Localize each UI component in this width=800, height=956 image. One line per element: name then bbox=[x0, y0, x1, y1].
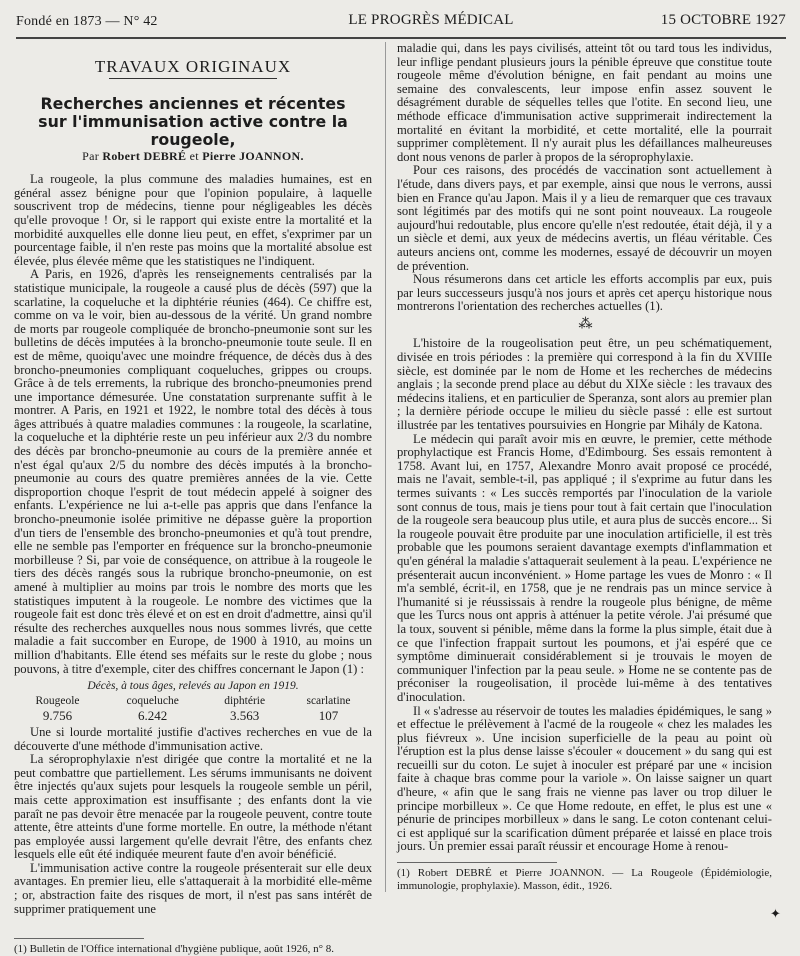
table-cell: 6.242 bbox=[138, 708, 168, 724]
table-cell: 3.563 bbox=[230, 708, 260, 724]
table-header-cell: diphtérie bbox=[224, 694, 266, 707]
footnote-rule bbox=[397, 862, 557, 863]
footnote: (1) Bulletin de l'Office international d'hygiène publique, août 1926, n° 8. bbox=[14, 943, 335, 956]
authors-join: et bbox=[189, 148, 199, 163]
table-header-cell: scarlatine bbox=[306, 694, 351, 707]
table-row bbox=[14, 708, 372, 723]
table-header-row bbox=[14, 695, 372, 709]
paragraph: Le médecin qui paraît avoir mis en œuvre, le premier, cette méthode prophylactique est Francis Home, d'Edimbourg. Ses essais remontent à 1758. Avant lui, en 1757, Alexandre Monro avait proposé ce procédé, mais ne l'avait, semble-t-il, pas appliqué ; il s'exprime au futur dans les termes suivants : « Les succès remportés par l'inoculation de la variole sont connus de tous, mais je tiens pour tout à fait certain que l'inoculation de la rougeole sera beaucoup plus utile, et aura plus de succès encore... Si la rougeole pouvait être produite par une inoculation artificielle, il est très probable que les poumons seraient davantage exempts d'inflammation et qu'en général la maladie s'attaquerait seulement à la peau. L'expérience ne présenterait aucun inconvénient. » Home partage les vues de Monro : « Il m'a semblé, écrit-il, en 1758, que je ne rendrais pas un mince service à l'humanité si je réussissais à rendre la rougeole plus bénigne, de même que les Turcs nous ont appris à atténuer la petite vérole. J'ai présumé que la toux, souvent si pénible, même dans la forme la plus simple, était due à ce que l'infection frappait surtout les poumons, et j'ai espéré que ce symptôme diminuerait considérablement si je trouvais le moyen de communiquer l'infection par la peau seule. » Home ne se contente pas de préconiser la rougeolisation, il procède lui-même à des tentatives d'inoculation. bbox=[397, 431, 772, 704]
column-divider bbox=[385, 42, 386, 892]
right-column bbox=[397, 42, 772, 892]
paragraph: L'immunisation active contre la rougeole présenterait sur elle deux avantages. En premier lieu, elle s'attaquerait à la morbidité elle-même ; or, abstraction faite des risques de mort, il n'est pas sans intérêt de supprimer pratiquement une bbox=[14, 860, 372, 916]
table-header-cell: coqueluche bbox=[126, 694, 179, 707]
journal-title: LE PROGRÈS MÉDICAL bbox=[348, 12, 514, 28]
footnote: (1) Robert DEBRÉ et Pierre JOANNON. — La Rougeole (Épidémiologie, immunologie, prophylaxie). Masson, édit., 1926. bbox=[397, 867, 772, 892]
section-title-rule bbox=[109, 78, 277, 79]
paragraph: La séroprophylaxie n'est dirigée que contre la mortalité et ne la peut combattre que partiellement. Les sérums immunisants ne doivent être injectés qu'aux sujets pour lesquels la rougeole semble un péril, mais cette approximation est insuffisante ; des enfants dont la vie paraît ne pas devoir être menacée par la rougeole peuvent, contre toute attente, être atteints d'une forme mortelle. En outre, la méthode n'étant pas employée aussi largement qu'elle devrait l'être, des enfants chez lesquels elle eût été indiquée meurent faute d'en avoir bénéficié. bbox=[14, 752, 372, 862]
ornament-icon: ✦ bbox=[770, 906, 781, 921]
paragraph: maladie qui, dans les pays civilisés, atteint tôt ou tard tous les individus, leur inflige pendant plusieurs jours la pénible épreuve que constitue toute rougeole même d'évolution bénigne, en fait pendant au moins une semaine des convalescents, leur impose enfin assez souvent le désagrément durable de séquelles telles que l'otite. En second lieu, une méthode efficace d'immunisation active supprimerait indirectement la mortalité en évitant la morbidité, et cette mortalité, elle la pourrait supprimer complètement. Il n'y aurait plus les défaillances malheureuses dont nous venons de parler à propos de la séroprophylaxie. bbox=[397, 41, 772, 164]
paragraph: A Paris, en 1926, d'après les renseignements centralisés par la statistique municipale, la rougeole a causé plus de décès (597) que la scarlatine, la coqueluche et la diphtérie réunies (464). Ce chiffre est, comme on va le voir, bien au-dessous de la vérité. Un grand nombre de morts par rougeole compliquée de broncho-pneumonie sont sur les bulletins de décès imputées à la broncho-pneumonie toute seule. Il en est de même, quoiqu'avec une moindre fréquence, de décès dus à des broncho-pneumonies compliquant coqueluches, grippes ou croups. Grâce à de tels errements, la rubrique des broncho-pneumonies prend une importance démesurée. Une constatation surprenante suffit à le montrer. A Paris, en 1921 et 1922, le nombre total des décès à tous âges attribués à quatre maladies communes : la rougeole, la scarlatine, la coqueluche et la diphtérie reste un peu inférieur aux 2/3 du nombre des décès par broncho-pneumonie au cours de la première année et n'est égal qu'aux 2/5 du nombre des décès imputés à la broncho-pneumonie au cours des quatre premières années de la vie. Cette disproportion choque l'esprit de tout médecin appelé à soigner des enfants. L'expérience ne lui a-t-elle pas appris que dans l'enfance la broncho-pneumonie isolée primitive ne dépasse guère la proportion d'un tiers de l'ensemble des broncho-pneumonies et qu'à tout prendre, elle ne semble pas l'emporter en fréquence sur la broncho-pneumonie morbilleuse ? Si, par voie de conséquence, on attribue à la rougeole le tiers des décès rangés sous la rubrique broncho-pneumonie, on est amené à multiplier au moins par trois le nombre des morts que les statistiques imputent à la rougeole. Le nombre des victimes que la rougeole fait est donc très élevé et on est en droit d'admettre, ainsi qu'il résulte des recherches auxquelles nous nous sommes livrés, que cette maladie a fait succomber en Europe, de 1900 à 1910, au moins un million d'habitants. Elle étend ses méfaits sur le reste du globe ; nous pouvons, à titre d'exemple, citer des chiffres concernant le Japon (1) : bbox=[14, 267, 372, 676]
article-title bbox=[14, 95, 372, 149]
header-founded: Fondé en 1873 — N° 42 bbox=[16, 14, 158, 29]
table-header-cell: Rougeole bbox=[35, 694, 80, 707]
left-column bbox=[14, 42, 372, 956]
table-caption: Décès, à tous âges, relevés au Japon en 1919. bbox=[87, 680, 299, 693]
running-header bbox=[16, 12, 786, 34]
footnote-rule bbox=[14, 938, 144, 939]
paragraph: L'histoire de la rougeolisation peut être, un peu schématiquement, divisée en trois périodes : la première qui correspond à la fin du XVIIIe siècle, est dominée par le nom de Home et les recherches de médecins anglais ; la seconde prend place au début du XIXe siècle : les travaux des médecins italiens, et en particulier de Speranza, sont alors au premier plan ; la dernière période occupe le milieu du siècle passé : elle est surtout illustrée par les tentatives poursuivies en Hongrie par Mihály de Katona. bbox=[397, 336, 772, 433]
paragraph: Pour ces raisons, des procédés de vaccination sont actuellement à l'étude, dans divers pays, et par exemple, ainsi que nous le verrons, aussi bien en France qu'au Japon. Mais il y a lieu de remarquer que ces travaux sont légitimés par des motifs qui ne sont point nouveaux. La rougeole aujourd'hui redoutable, plus encore qu'elle n'est redoutée, était déjà, il y a un siècle et demi, aux yeux de médecins avertis, un fléau véritable. Ces auteurs anciens ont, comme les modernes, essayé de découvrir un moyen de prévention. bbox=[397, 163, 772, 273]
mortality-table bbox=[14, 695, 372, 723]
table-cell: 9.756 bbox=[42, 708, 73, 724]
article-authors bbox=[14, 150, 372, 164]
article-title-line-1: Recherches anciennes et récentes bbox=[40, 93, 346, 113]
header-date: 15 OCTOBRE 1927 bbox=[660, 12, 786, 28]
paragraph: La rougeole, la plus commune des maladies humaines, est en général assez bénigne pour que l'opinion populaire, à laquelle souscrivent trop de médecins, tienne pour négligeables les décès qu'elle provoque ! Or, si le rapport qui existe entre la mortalité et la morbidité auxquelles elle donne lieu peut, en effet, s'exprimer par un pourcentage faible, il n'en reste pas moins que la mortalité absolue est élevée, plus élevée même que les statistiques ne l'indiquent. bbox=[14, 172, 372, 268]
authors-prefix: Par bbox=[82, 148, 100, 163]
header-rule bbox=[16, 37, 786, 39]
article-title-line-2: sur l'immunisation active contre la rougeole, bbox=[38, 111, 348, 149]
section-title: TRAVAUX ORIGINAUX bbox=[94, 57, 292, 76]
asterism-separator: ⁂ bbox=[578, 316, 591, 332]
author-2: Pierre JOANNON. bbox=[202, 148, 304, 163]
table-cell: 107 bbox=[318, 708, 339, 724]
paragraph: Nous résumerons dans cet article les efforts accomplis par eux, puis par leurs successeurs jusqu'à nos jours et après cet aperçu historique nous montrerons l'orientation des recherches actuelles (1). bbox=[397, 272, 772, 314]
author-1: Robert DEBRÉ bbox=[102, 148, 187, 163]
paragraph: Une si lourde mortalité justifie d'actives recherches en vue de la découverte d'une méthode d'immunisation active. bbox=[14, 724, 372, 753]
paragraph: Il « s'adresse au réservoir de toutes les maladies épidémiques, le sang » et effectue le prélèvement à l'acmé de la rougeole « chez les malades les plus fiévreux ». Une incision superficielle de la peau au point où l'éruption est la plus dense laisse s'écouler « doucement » du sang qui est recueilli sur du coton. Le sujet à inoculer est préparé par une « incision faite à chaque bras comme pour la variole ». On laisse saigner un quart d'heure, « afin que le sang frais ne vienne pas laver ou trop diluer le principe morbilleux ». Ce que Home redoute, en effet, le plus est une « pénurie de principes morbilleux » dans le sang. Le coton contenant celui-ci est appliqué sur la scarification dûment préparée et laissé en place trois jours. Un premier essai paraît réussir et encourage Home à renou- bbox=[397, 703, 772, 854]
